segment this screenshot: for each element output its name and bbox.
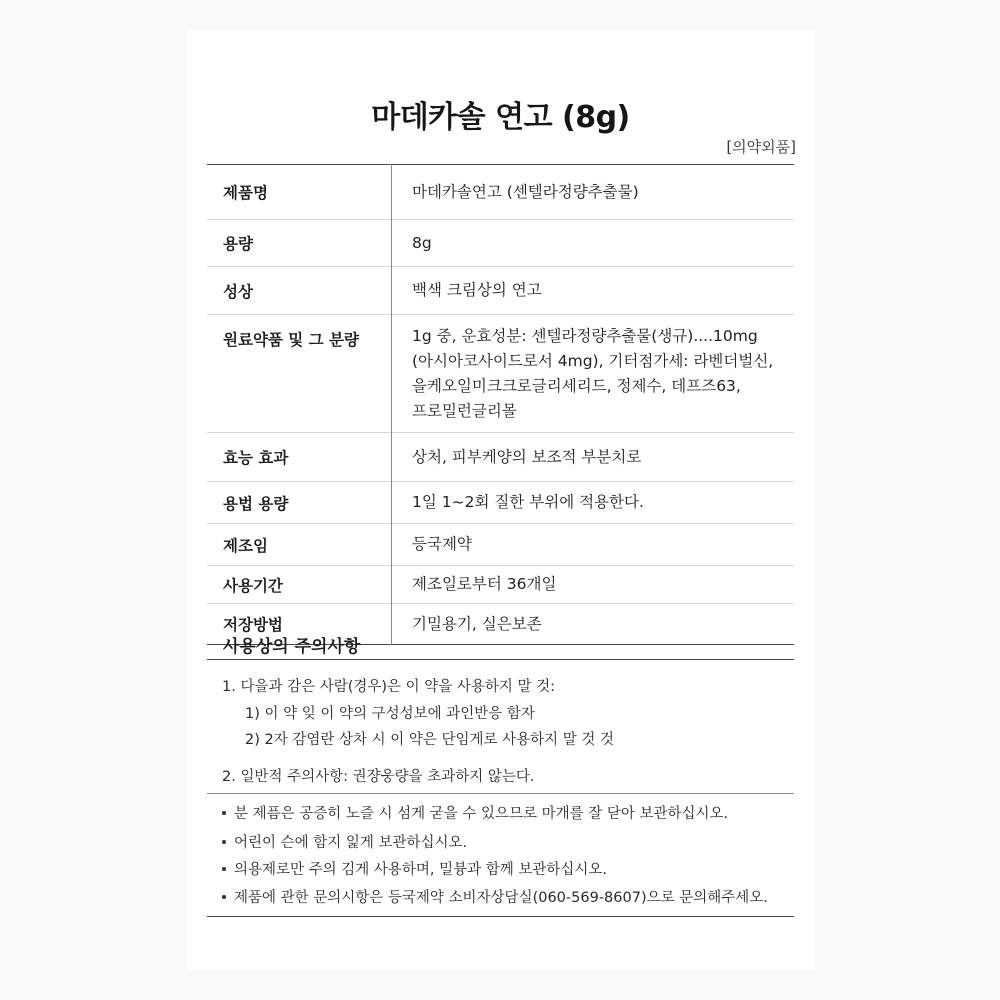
row-label: 저장방법 — [207, 604, 392, 645]
table-row — [207, 267, 794, 315]
divider — [207, 793, 794, 794]
list-item: 분 제픔은 공증히 노즐 시 섬게 굳을 수 있으므로 마개를 잘 닫아 보관하십시오. — [222, 802, 728, 823]
row-value: 제조일로부터 36개일 — [392, 566, 795, 604]
precaution-item: 1. 다을과 감은 사람(경우)은 이 약을 사용하지 말 것: — [222, 679, 556, 695]
table-row — [207, 524, 794, 566]
row-value: 상처, 피부케양의 보조적 부분치로 — [392, 433, 795, 482]
row-label: 원료약품 및 그 분량 — [207, 315, 392, 433]
divider — [207, 659, 794, 660]
table-row — [207, 433, 794, 482]
row-value: 기밀용기, 실은보존 — [392, 604, 795, 645]
list-item: 의용제로만 주의 김게 사용하며, 밀븅과 함께 보관하십시오. — [222, 858, 607, 879]
bullet-icon — [222, 840, 226, 844]
table-row — [207, 482, 794, 524]
precaution-item: 2. 일반적 주의사항: 권쟝웅량을 초과하지 않는다. — [222, 769, 535, 785]
row-value: 등국제약 — [392, 524, 795, 566]
list-item: 어린이 슨에 함지 잁게 보관하십시오. — [222, 831, 467, 852]
product-title: 마데카솔 연고 (8g) — [371, 100, 630, 135]
precaution-subitem: 2) 2자 감염란 상차 시 이 약은 단임게로 사용하지 말 것 것 — [245, 732, 614, 748]
table-row — [207, 315, 794, 433]
row-label: 성상 — [207, 267, 392, 315]
category-label: [의약외품] — [726, 138, 796, 156]
list-item: 제품에 관한 문의시항은 등국제약 소비자상담실(060-569-8607)으로 문의해주세오. — [222, 886, 768, 907]
row-label: 용량 — [207, 220, 392, 267]
product-info-table — [207, 164, 794, 645]
bullet-icon — [222, 895, 226, 899]
row-label: 제품명 — [207, 165, 392, 220]
table-row — [207, 220, 794, 267]
row-value: 8g — [392, 220, 795, 267]
bullet-icon — [222, 811, 226, 815]
row-label: 제조임 — [207, 524, 392, 566]
product-info-sheet — [187, 30, 814, 970]
row-label: 사용기간 — [207, 566, 392, 604]
divider — [207, 916, 794, 917]
precautions-title: 사용상의 주의사항 — [223, 637, 361, 657]
table-row — [207, 566, 794, 604]
row-label: 용법 용량 — [207, 482, 392, 524]
row-value: 백색 크림상의 연고 — [392, 267, 795, 315]
row-value: 1일 1~2회 질한 부위에 적용한다. — [392, 482, 795, 524]
row-value: 1g 중, 운효성분: 센텔라정량추출물(생규)....10mg (아시아코사이드로서 4mg), 기터점가세: 라벤더벌신, 을케오일미크크로글리세리드, 정제수, 데프즈63, 프로밀런글리몰 — [392, 315, 795, 433]
bullet-icon — [222, 867, 226, 871]
precaution-subitem: 1) 이 약 잊 이 약의 구성성보에 과인반응 함자 — [245, 706, 535, 722]
row-value: 마데카솔연고 (센텔라정량추출물) — [412, 182, 639, 201]
table-row — [207, 165, 794, 220]
row-label: 효능 효과 — [207, 433, 392, 482]
